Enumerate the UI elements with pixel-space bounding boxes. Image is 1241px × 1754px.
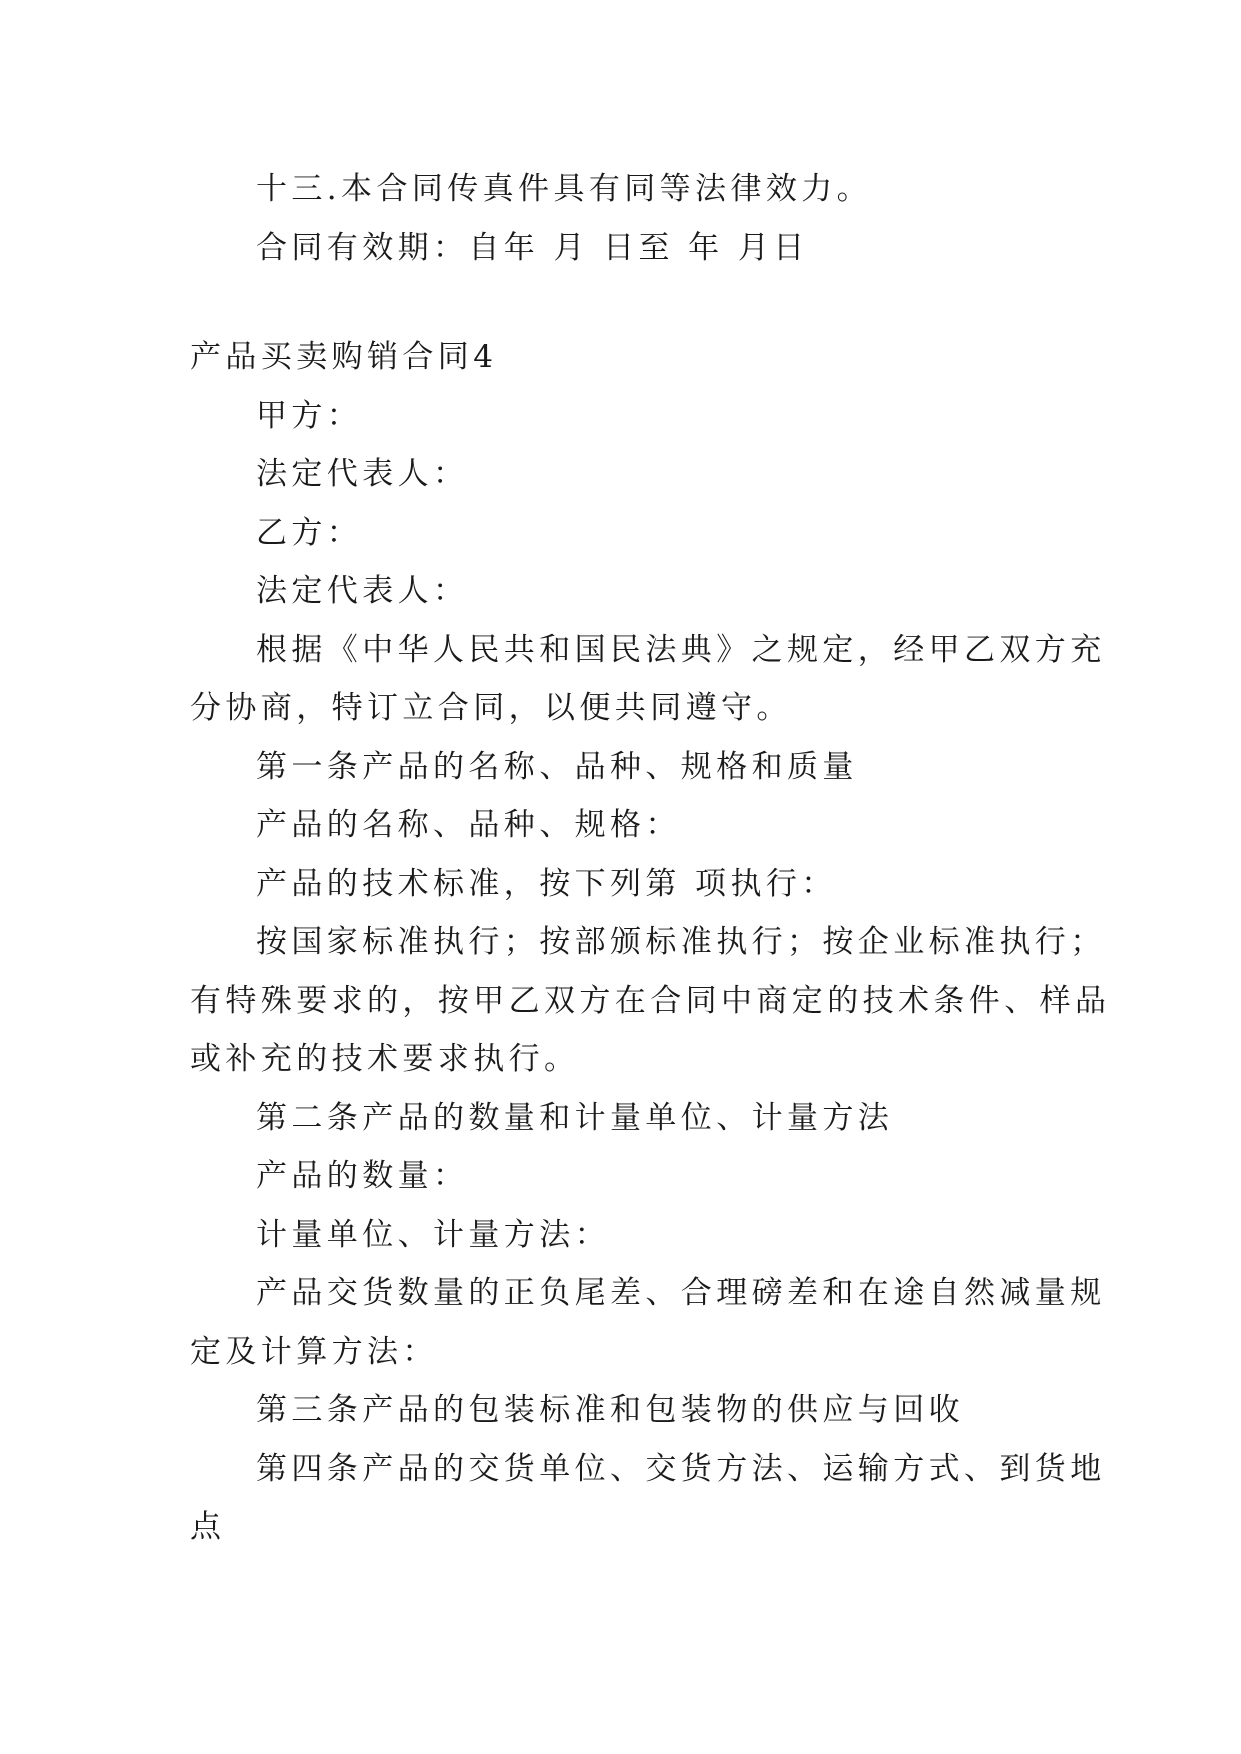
section-spacer: [190, 277, 1056, 328]
article-three-heading: 第三条产品的包装标准和包装物的供应与回收: [256, 1392, 964, 1428]
document-body: [190, 160, 1111, 1557]
technical-standard-field: 产品的技术标准，按下列第 项执行：: [256, 865, 837, 902]
standards-paragraph-line-2: 有特殊要求的，按甲乙双方在合同中商定的技术条件、样品: [190, 982, 1111, 1019]
tolerance-paragraph-line-2: 定及计算方法：: [190, 1333, 438, 1370]
standards-paragraph-line-3: 或补充的技术要求执行。: [190, 1041, 580, 1077]
party-a-representative-label: 法定代表人：: [256, 456, 469, 492]
clause-thirteen: 十三.本合同传真件具有同等法律效力。: [256, 171, 873, 207]
product-quantity-field: 产品的数量：: [256, 1158, 469, 1194]
article-four-heading-line-2: 点: [190, 1509, 226, 1545]
party-b-representative-label: 法定代表人：: [256, 573, 469, 609]
standards-paragraph-line-1: 按国家标准执行；按部颁标准执行；按企业标准执行；: [256, 924, 1106, 960]
party-b-label: 乙方：: [256, 514, 363, 551]
preamble-line-2: 分协商，特订立合同，以便共同遵守。: [190, 690, 792, 726]
party-a-label: 甲方：: [256, 397, 363, 434]
tolerance-paragraph-line-1: 产品交货数量的正负尾差、合理磅差和在途自然减量规: [256, 1275, 1106, 1311]
product-name-field: 产品的名称、品种、规格：: [256, 807, 681, 843]
preamble-line-1: 根据《中华人民共和国民法典》之规定，经甲乙双方充: [256, 631, 1106, 668]
section-title: 产品买卖购销合同4: [190, 339, 498, 375]
article-one-heading: 第一条产品的名称、品种、规格和质量: [256, 748, 858, 785]
measurement-unit-field: 计量单位、计量方法：: [256, 1216, 610, 1253]
article-four-heading-line-1: 第四条产品的交货单位、交货方法、运输方式、到货地: [256, 1450, 1106, 1487]
contract-validity-period: 合同有效期：自年 月 日至 年 月日: [256, 229, 809, 266]
article-two-heading: 第二条产品的数量和计量单位、计量方法: [256, 1099, 894, 1136]
